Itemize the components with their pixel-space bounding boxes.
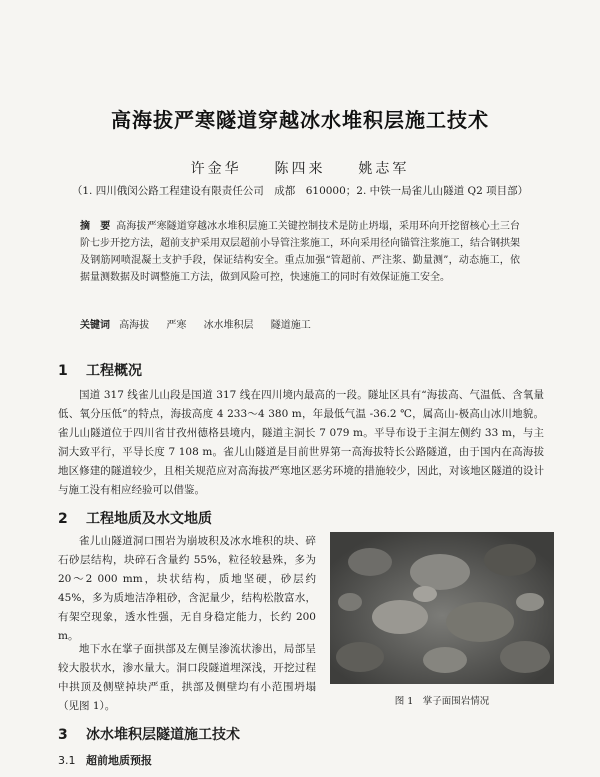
section-title: 工程概况 <box>86 363 142 379</box>
section-number: 1 <box>58 363 68 379</box>
keywords <box>80 316 520 331</box>
section-title: 冰水堆积层隧道施工技术 <box>86 727 240 743</box>
figure-tunnel-face-photo <box>330 532 554 684</box>
subsection-number: 3.1 <box>58 754 76 767</box>
author-list <box>0 158 600 178</box>
section-heading-2 <box>58 508 212 528</box>
author-name: 陈四来 <box>274 161 326 177</box>
section-1-body: 国道 317 线雀儿山段是国道 317 线在四川境内最高的一段。隧址区具有“海拔高、气温低、含氧量低、氧分压低”的特点，海拔高度 4 233～4 380 m，年最低气温 -36.2 ℃，属高山-极高山冰川地貌。雀儿山隧道位于四川省甘孜州德格县境内，隧道主洞长 7 079 m。平导布设于主洞左侧约 33 m，与主洞大致平行，平导长度 7 108 m。雀儿山隧道是目前世界第一高海拔特长公路隧道，由于国内在高海拔地区修建的隧道较少，且相关规范应对高海拔严寒地区恶劣环境的措施较少，因此，对该地区隧道的设计与施工没有相应经验可以借鉴。 <box>58 389 544 496</box>
section-2-para-2: 地下水在掌子面拱部及左侧呈渗流状渗出，局部呈较大股状水，渗水量大。洞口段隧道埋深浅，开挖过程中拱顶及侧壁掉块严重，拱部及侧壁均有小范围坍塌（见图 1）。 <box>58 643 316 712</box>
keyword: 隧道施工 <box>270 320 311 331</box>
subsection-title: 超前地质预报 <box>86 754 152 767</box>
subsection-heading <box>58 752 152 768</box>
section-number: 3 <box>58 727 68 743</box>
abstract-label: 摘 要 <box>80 221 111 232</box>
author-name: 姚志军 <box>358 161 410 177</box>
keyword: 严寒 <box>166 320 187 331</box>
section-title: 工程地质及水文地质 <box>86 511 212 527</box>
section-number: 2 <box>58 511 68 527</box>
section-2-para-1: 雀儿山隧道洞口围岩为崩坡积及冰水堆积的块、碎石砂层结构，块碎石含量约 55%，粒径较悬殊，多为 20～2 000 mm，块状结构，质地坚硬，砂层约 45%，多为质地洁净粗砂，含泥量少，结构松散富水，有架空现象，透水性强，无自身稳定能力，长约 200 m。 <box>58 535 316 642</box>
figure-caption: 图 1 掌子面围岩情况 <box>394 696 490 707</box>
keywords-label: 关键词 <box>80 320 110 331</box>
abstract <box>80 218 520 286</box>
keyword: 高海拔 <box>119 320 150 331</box>
author-name: 许金华 <box>190 161 242 177</box>
affiliation: （1. 四川俄闵公路工程建设有限责任公司 成都 610000；2. 中铁一局雀儿山隧道 Q2 项目部） <box>71 185 529 197</box>
section-heading-3 <box>58 724 240 744</box>
section-heading-1 <box>58 360 142 380</box>
keyword: 冰水堆积层 <box>203 320 254 331</box>
rock-face-image <box>330 532 554 684</box>
paper-title: 高海拔严寒隧道穿越冰水堆积层施工技术 <box>111 108 489 132</box>
abstract-text: 高海拔严寒隧道穿越冰水堆积层施工关键控制技术是防止坍塌，采用环向开挖留核心土三台阶七步开挖方法，超前支护采用双层超前小导管注浆施工，环向采用径向锚管注浆施工，结合钢拱架及钢筋网喷混凝土支护手段，保证结构安全。重点加强“管超前、严注浆、勤量测”，动态施工，依据量测数据及时调整施工方法，做到风险可控，快速施工的同时有效保证施工安全。 <box>80 221 521 283</box>
